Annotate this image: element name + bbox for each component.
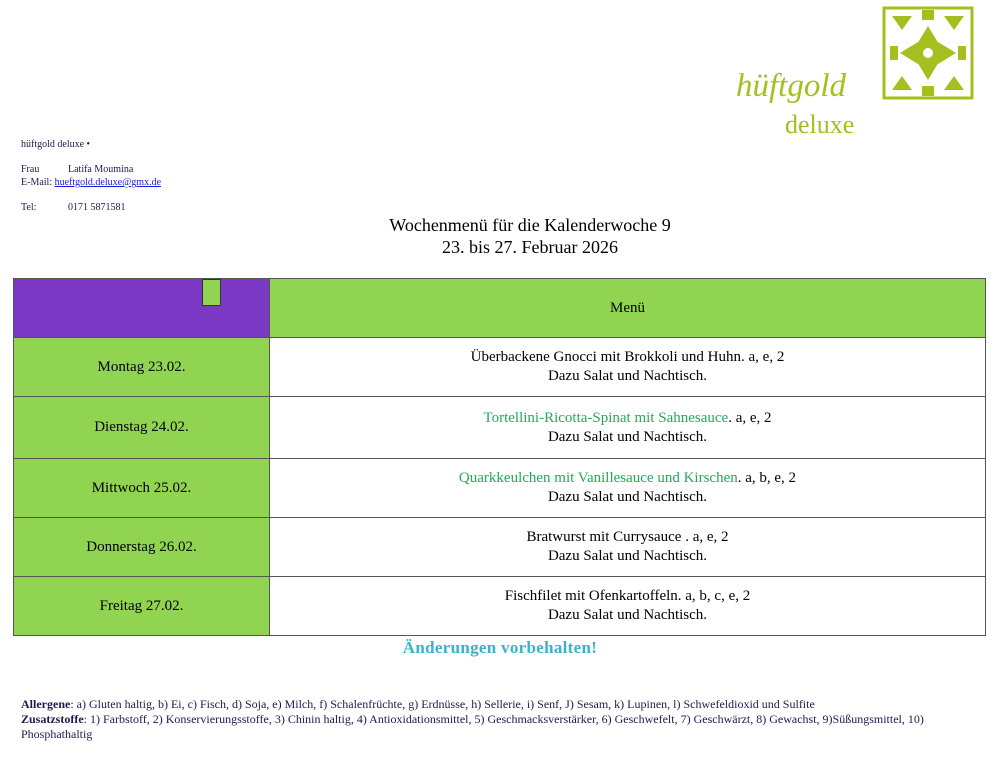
zusatzstoffe-text: : 1) Farbstoff, 2) Konservierungsstoffe, 3) Chinin haltig, 4) Antioxidationsmittel, 5) Geschmacksverstärker, 6) Geschwefelt, 7) Geschwärzt, 8) Gewachst, 9)Süßungsmittel, 10) Phosphathaltig: [21, 712, 924, 741]
table-row: [14, 459, 986, 518]
brand-subtitle: deluxe: [785, 110, 855, 139]
email-label: E-Mail:: [21, 177, 53, 188]
table-header-row: [14, 279, 986, 338]
allergen-legend: [21, 697, 981, 742]
day-cell: Mittwoch 25.02.: [14, 459, 270, 518]
table-row: [14, 518, 986, 577]
meal-cell: [270, 459, 986, 518]
side-text: Dazu Salat und Nachtisch.: [547, 607, 708, 623]
company-name: hüftgold deluxe •: [21, 139, 91, 150]
menu-title: Wochenmenü für die Kalenderwoche 9: [389, 215, 671, 235]
weekly-menu-table: [13, 278, 986, 636]
hueftgold-logo-icon: [882, 6, 974, 100]
meal-cell: [270, 338, 986, 397]
changes-notice: Änderungen vorbehalten!: [402, 638, 598, 657]
day-cell: Montag 23.02.: [14, 338, 270, 397]
dish-highlight: Quarkkeulchen mit Vanillesauce und Kirschen: [458, 470, 738, 486]
dish-text: Bratwurst mit Currysauce . a, e, 2: [526, 529, 729, 545]
dish-text: Überbackene Gnocci mit Brokkoli und Huhn. a, e, 2: [470, 349, 785, 365]
table-corner-cell: [14, 279, 270, 338]
table-row: [14, 577, 986, 636]
dish-highlight: Tortellini-Ricotta-Spinat mit Sahnesauce: [483, 409, 729, 426]
brand-name: hüftgold: [736, 68, 847, 104]
tel-label: Tel:: [21, 202, 37, 213]
side-text: Dazu Salat und Nachtisch.: [547, 489, 708, 505]
day-cell: Dienstag 24.02.: [14, 397, 270, 459]
side-text: Dazu Salat und Nachtisch.: [547, 368, 708, 384]
side-text: Dazu Salat und Nachtisch.: [547, 548, 708, 564]
tel-number: 0171 5871581: [68, 202, 126, 213]
day-cell: Donnerstag 26.02.: [14, 518, 270, 577]
corner-square-icon: [202, 279, 221, 306]
meal-cell: [270, 518, 986, 577]
contact-name: Latifa Moumina: [68, 164, 134, 175]
table-row: [14, 338, 986, 397]
table-row: [14, 397, 986, 459]
contact-block: [21, 138, 161, 214]
dish-text: . a, b, e, 2: [737, 470, 797, 486]
day-cell: Freitag 27.02.: [14, 577, 270, 636]
dish-text: . a, e, 2: [728, 409, 772, 426]
menu-column-header: Menü: [270, 279, 986, 338]
menu-date-range: 23. bis 27. Februar 2026: [442, 237, 618, 257]
dish-text: Fischfilet mit Ofenkartoffeln. a, b, c, e, 2: [504, 588, 751, 604]
allergene-text: : a) Gluten haltig, b) Ei, c) Fisch, d) Soja, e) Milch, f) Schalenfrüchte, g) Erdnüsse, h) Sellerie, i) Senf, J) Sesam, k) Lupinen, l) Schwefeldioxid und Sulfite: [70, 697, 815, 711]
allergene-label: Allergene: [21, 697, 71, 711]
email-link[interactable]: hueftgold.deluxe@gmx.de: [54, 177, 162, 188]
side-text: Dazu Salat und Nachtisch.: [547, 428, 708, 445]
meal-cell: [270, 577, 986, 636]
zusatzstoffe-label: Zusatzstoffe: [21, 712, 84, 726]
contact-frau-label: Frau: [21, 164, 40, 175]
meal-cell: [270, 397, 986, 459]
